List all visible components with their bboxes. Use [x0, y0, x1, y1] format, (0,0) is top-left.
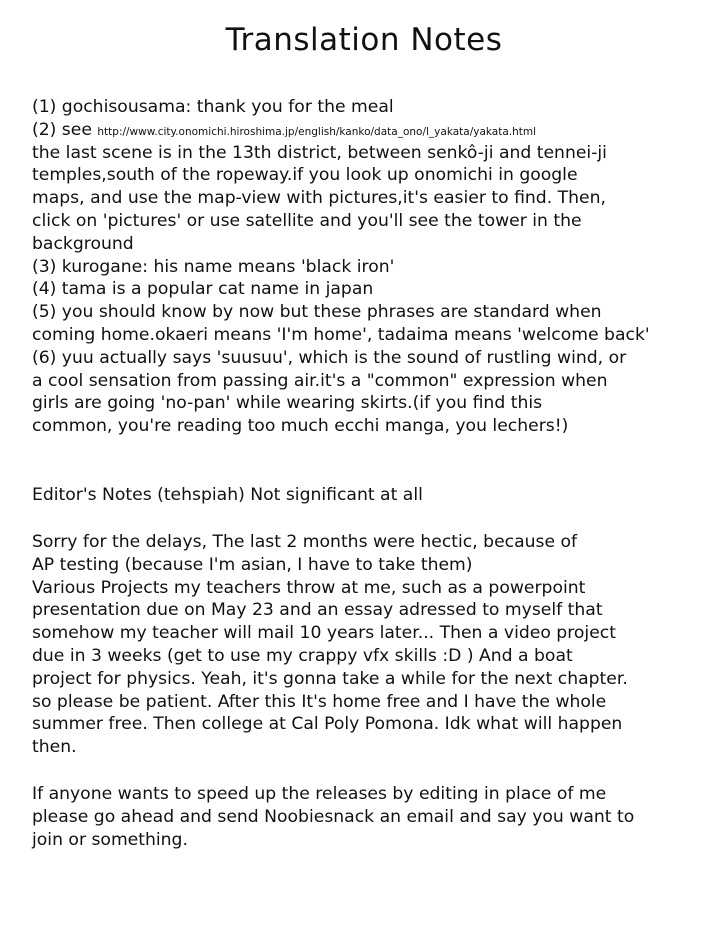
note-line: girls are going 'no-pan' while wearing skirts.(if you find this: [32, 393, 543, 414]
editor-line: so please be patient. After this It's home free and I have the whole: [32, 691, 607, 712]
note-line: click on 'pictures' or use satellite and you'll see the tower in the: [32, 210, 582, 231]
note-line: common, you're reading too much ecchi manga, you lechers!): [32, 416, 569, 437]
editor-line: presentation due on May 23 and an essay adressed to myself that: [32, 600, 603, 621]
note-line: (1) gochisousama: thank you for the meal: [32, 97, 394, 117]
note-line: maps, and use the map-view with pictures,it's easier to find. Then,: [32, 188, 606, 209]
reference-url: http://www.city.onomichi.hiroshima.jp/english/kanko/data_ono/l_yakata/yakata.html: [97, 125, 537, 138]
note-line: the last scene is in the 13th district, between senkô-ji and tennei-ji: [32, 142, 607, 163]
editor-notes-heading: Editor's Notes (tehspiah) Not significant at all: [32, 485, 423, 505]
closing-line: If anyone wants to speed up the releases by editing in place of me: [32, 784, 607, 804]
note-line: (6) yuu actually says 'suusuu', which is the sound of rustling wind, or: [32, 347, 627, 368]
editor-line: due in 3 weeks (get to use my crappy vfx skills :D ) And a boat: [32, 645, 573, 666]
editor-notes: [32, 531, 710, 759]
note-line: background: [32, 233, 134, 254]
note-line-with-link: [32, 119, 710, 142]
note-line: temples,south of the ropeway.if you look up onomichi in google: [32, 165, 578, 186]
editor-line: project for physics. Yeah, it's gonna take a while for the next chapter.: [32, 668, 628, 689]
page-title: Translation Notes: [225, 22, 503, 58]
note-line: (2) see: [32, 119, 92, 140]
editor-line: somehow my teacher will mail 10 years later... Then a video project: [32, 623, 616, 644]
note-line: a cool sensation from passing air.it's a "common" expression when: [32, 370, 608, 391]
closing-notes: [32, 783, 710, 851]
closing-line: join or something.: [32, 829, 188, 850]
translation-notes: [32, 96, 710, 438]
editor-line: AP testing (because I'm asian, I have to take them): [32, 554, 473, 575]
note-line: (5) you should know by now but these phrases are standard when: [32, 302, 602, 323]
note-line: coming home.okaeri means 'I'm home', tadaima means 'welcome back': [32, 324, 650, 345]
note-line: (4) tama is a popular cat name in japan: [32, 279, 374, 300]
editor-line: Sorry for the delays, The last 2 months were hectic, because of: [32, 532, 578, 552]
closing-line: please go ahead and send Noobiesnack an email and say you want to: [32, 806, 635, 827]
editor-line: then.: [32, 737, 77, 758]
editor-line: summer free. Then college at Cal Poly Pomona. Idk what will happen: [32, 714, 623, 735]
editor-line: Various Projects my teachers throw at me, such as a powerpoint: [32, 577, 586, 598]
note-line: (3) kurogane: his name means 'black iron': [32, 256, 395, 277]
